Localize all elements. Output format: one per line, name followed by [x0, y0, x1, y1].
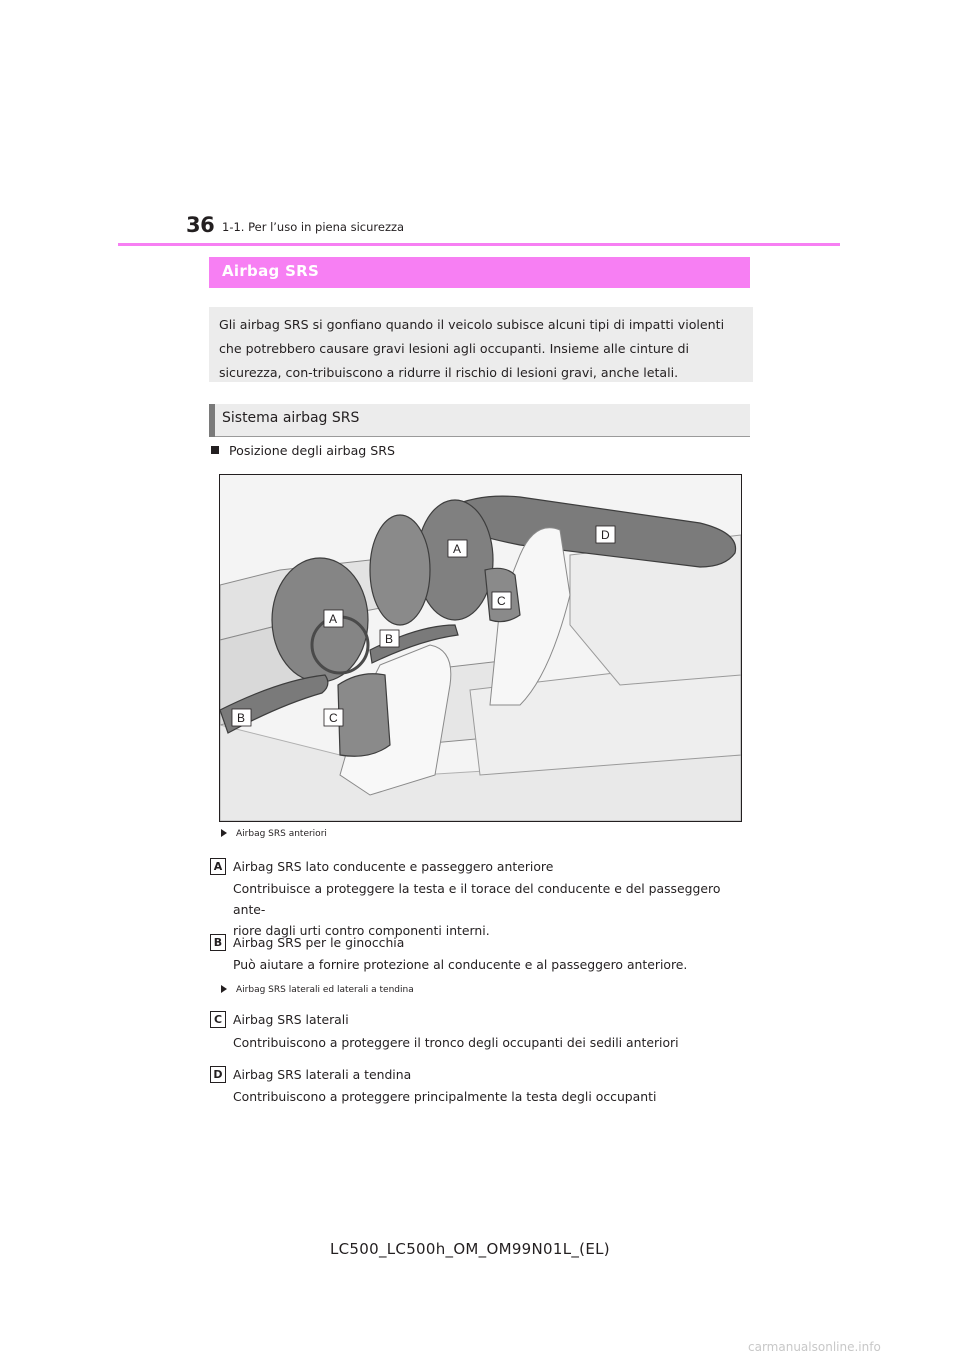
item-description-line: riore dagli urti contro componenti interni.: [233, 923, 490, 938]
item-description: [233, 1032, 753, 1053]
group-label-text: Airbag SRS laterali ed laterali a tendina: [236, 985, 414, 995]
square-bullet-icon: [211, 446, 219, 454]
section-title: Airbag SRS: [222, 262, 320, 280]
subsection-accent: [209, 404, 215, 437]
item-title: Airbag SRS lato conducente e passeggero anteriore: [233, 859, 554, 874]
airbag-figure: [219, 474, 742, 822]
triangle-bullet-icon: [221, 829, 227, 837]
item-description-line: Contribuisce a proteggere la testa e il torace del conducente e del passeggero ante-: [233, 881, 721, 917]
header-rule: [118, 243, 840, 246]
letter-badge: C: [210, 1011, 226, 1028]
group-label-front: [221, 829, 327, 839]
airbag-illustration: [220, 475, 741, 821]
item-title: Airbag SRS per le ginocchia: [233, 935, 405, 950]
position-heading-text: Posizione degli airbag SRS: [229, 443, 396, 458]
item-description-line: Può aiutare a fornire protezione al conducente e al passeggero anteriore.: [233, 957, 688, 972]
item-title: Airbag SRS laterali a tendina: [233, 1067, 412, 1082]
letter-badge: B: [210, 934, 226, 951]
item-title: Airbag SRS laterali: [233, 1012, 349, 1027]
callout-label: C: [329, 711, 338, 725]
watermark: carmanualsonline.info: [748, 1340, 881, 1354]
item-description: [233, 878, 753, 941]
group-label-side: [221, 985, 414, 995]
position-heading: [211, 443, 395, 458]
footer-code: LC500_LC500h_OM_OM99N01L_(EL): [330, 1240, 610, 1258]
subsection-title: Sistema airbag SRS: [222, 410, 360, 426]
item-description-line: Contribuiscono a proteggere principalmente la testa degli occupanti: [233, 1089, 657, 1104]
breadcrumb: 1-1. Per l’uso in piena sicurezza: [222, 220, 405, 234]
callout-label: A: [329, 612, 338, 626]
group-label-text: Airbag SRS anteriori: [236, 829, 327, 839]
page-number: 36: [186, 213, 215, 237]
callout-label: B: [385, 632, 394, 646]
callout-label: A: [453, 542, 462, 556]
letter-badge: A: [210, 858, 226, 875]
callout-label: C: [497, 594, 506, 608]
letter-badge: D: [210, 1066, 226, 1083]
item-description-line: Contribuiscono a proteggere il tronco degli occupanti dei sedili anteriori: [233, 1035, 679, 1050]
callout-label: B: [237, 711, 246, 725]
intro-text: Gli airbag SRS si gonfiano quando il veicolo subisce alcuni tipi di impatti violenti che potrebbero causare gravi lesioni agli occupanti. Insieme alle cinture di sicurezza, con-tribuiscono a ridurre il rischio di lesioni gravi, anche letali.: [219, 317, 725, 380]
item-description: [233, 954, 753, 975]
triangle-bullet-icon: [221, 985, 227, 993]
item-description: [233, 1086, 753, 1107]
callout-label: D: [601, 528, 610, 542]
